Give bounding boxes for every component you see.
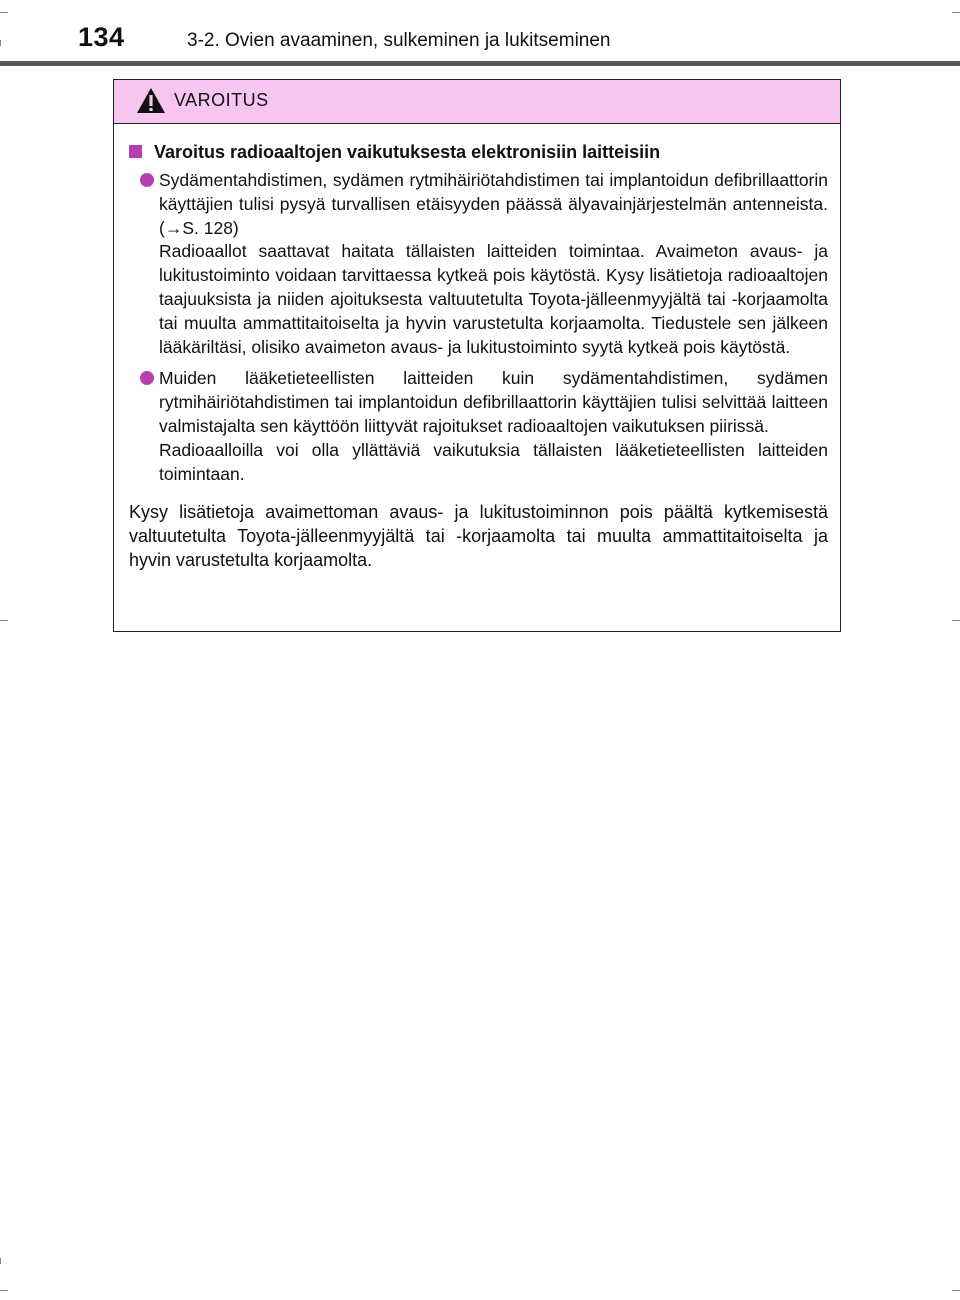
warning-header — [114, 80, 840, 124]
chapter-title: 3-2. Ovien avaaminen, sulkeminen ja lukitseminen — [187, 30, 611, 51]
item-paragraph: Radioaallot saattavat haitata tällaisten laitteiden toimintaa. Avaimeton avaus- ja lukitustoiminto voidaan tarvittaessa kytkeä pois käytöstä. Kysy lisätietoja radioaaltojen taajuuksista ja niiden ajoituksesta valtuutetulta Toyota-jälleenmyyjältä tai -korjaamolta tai muulta ammattitaitoiselta ja hyvin varustetulta korjaamolta. Tiedustele sen jälkeen lääkäriltäsi, olisiko avaimeton avaus- ja lukitustoiminto syytä kytkeä pois käytöstä. — [159, 241, 828, 357]
section-heading — [126, 140, 828, 164]
warning-box — [113, 79, 841, 632]
page-header — [0, 0, 960, 66]
header-rule — [0, 61, 960, 66]
item-paragraph: Radioaalloilla voi olla yllättäviä vaikutuksia tällaisten lääketieteellisten laitteiden toimintaan. — [159, 439, 828, 484]
closing-paragraph: Kysy lisätietoja avaimettoman avaus- ja lukitustoiminnon pois päältä kytkemisestä valtuutetulta Toyota-jälleenmyyjältä tai -korjaamolta tai muulta ammattitaitoiselta ja hyvin varustetulta korjaamolta. — [129, 502, 828, 571]
crop-mark — [952, 620, 960, 621]
round-bullet-icon — [140, 173, 154, 187]
crop-mark — [0, 1290, 8, 1291]
warning-triangle-icon — [136, 87, 166, 114]
list-item — [126, 367, 828, 486]
crop-mark — [0, 1258, 1, 1264]
crop-mark — [0, 620, 8, 621]
item-paragraph: Sydämentahdistimen, sydämen rytmihäiriötahdistimen tai implantoidun defibrillaattorin käyttäjien tulisi pysyä turvallisen etäisyyden päässä älyavainjärjestelmän antenneista. (→S. 128) — [159, 170, 828, 238]
square-bullet-icon — [129, 145, 142, 158]
page-number: 134 — [78, 22, 125, 52]
list-item — [126, 169, 828, 359]
item-paragraph: Muiden lääketieteellisten laitteiden kuin sydämentahdistimen, sydämen rytmihäiriötahdistimen tai implantoidun defibrillaattorin käyttäjien tulisi selvittää laitteen valmistajalta sen käyttöön liittyvät rajoitukset radioaaltojen vaikutuksen piirissä. — [159, 368, 828, 436]
warning-body — [114, 140, 840, 486]
warning-label: VAROITUS — [174, 90, 269, 110]
crop-mark — [952, 1290, 960, 1291]
round-bullet-icon — [140, 371, 154, 385]
section-heading-text: Varoitus radioaaltojen vaikutuksesta elektronisiin laitteisiin — [154, 142, 661, 162]
